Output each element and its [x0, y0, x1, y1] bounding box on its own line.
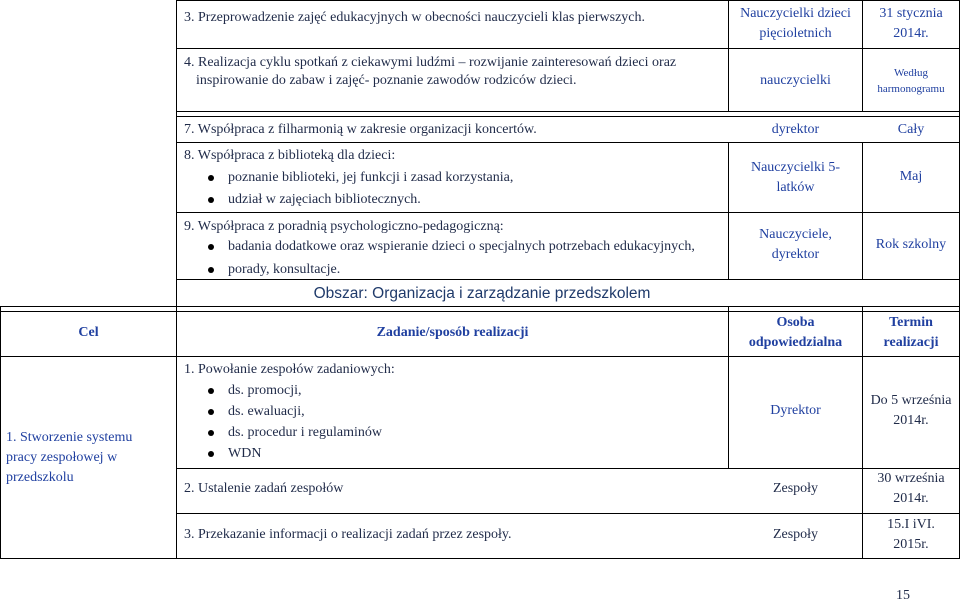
bullet-icon: [208, 409, 214, 415]
task-b1-bullet-1: ds. promocji,: [228, 383, 302, 398]
rule: [0, 306, 1, 559]
person-8-line1: Nauczycielki 5-: [750, 160, 840, 175]
bullet-icon: [208, 388, 214, 394]
header-task: Zadanie/sposób realizacji: [376, 325, 529, 340]
bullet-icon: [208, 175, 214, 181]
section-title: Obszar: Organizacja i zarządzanie przedszkolem: [313, 285, 651, 302]
bullet-icon: [208, 451, 214, 457]
page-number: 15: [896, 588, 910, 603]
rule: [0, 558, 960, 559]
bullet-icon: [208, 197, 214, 203]
rule: [176, 116, 960, 117]
term-7: Cały: [897, 122, 925, 137]
rule: [176, 0, 960, 1]
header-person-line1: Osoba: [776, 315, 815, 330]
term-b2-line1: 30 września: [877, 471, 945, 486]
task-b1: 1. Powołanie zespołów zadaniowych:: [184, 362, 395, 377]
task-8-bullet-2: udział w zajęciach bibliotecznych.: [228, 192, 421, 207]
term-b1-line1: Do 5 września: [870, 393, 952, 408]
task-9-bullet-1: badania dodatkowe oraz wspieranie dzieci o specjalnych potrzebach edukacyjnych,: [228, 239, 695, 254]
rule: [176, 306, 177, 559]
term-4-line2: harmonogramu: [877, 83, 945, 95]
goal-line2: pracy zespołowej w: [6, 450, 118, 465]
term-b3-line1: 15.I iVI.: [887, 517, 935, 532]
bullet-icon: [208, 244, 214, 250]
task-b1-bullet-4: WDN: [228, 446, 262, 461]
term-4-line1: Według: [894, 67, 928, 79]
task-9-bullet-2: porady, konsultacje.: [228, 262, 341, 277]
person-b1: Dyrektor: [770, 403, 821, 418]
rule: [176, 142, 960, 143]
rule: [176, 513, 960, 514]
term-b3-line2: 2015r.: [893, 537, 929, 552]
task-b1-bullet-2: ds. ewaluacji,: [228, 404, 305, 419]
person-9-line2: dyrektor: [771, 247, 820, 262]
term-b2-line2: 2014r.: [893, 491, 929, 506]
bullet-icon: [208, 267, 214, 273]
person-b3: Zespoły: [772, 527, 819, 542]
header-cel: Cel: [78, 325, 99, 340]
task-4-line2: inspirowanie do zabaw i zajęć- poznanie zawodów rodziców dzieci.: [196, 73, 577, 88]
rule: [0, 311, 960, 312]
task-3: 3. Przeprowadzenie zajęć edukacyjnych w obecności nauczycieli klas pierwszych.: [184, 10, 646, 25]
person-4: nauczycielki: [760, 73, 831, 88]
header-term-line2: realizacji: [883, 335, 939, 350]
rule: [862, 142, 863, 279]
goal-line3: przedszkolu: [6, 470, 74, 485]
header-term-line1: Termin: [889, 315, 933, 330]
person-3-line1: Nauczycielki dzieci: [740, 6, 851, 21]
rule: [176, 212, 960, 213]
rule: [176, 468, 960, 469]
person-7: dyrektor: [771, 122, 820, 137]
rule: [176, 48, 960, 49]
rule: [176, 111, 960, 112]
rule: [0, 356, 960, 357]
rule: [0, 306, 960, 307]
task-9: 9. Współpraca z poradnią psychologiczno-pedagogiczną:: [184, 219, 504, 234]
person-8-line2: latków: [776, 180, 815, 195]
task-b1-bullet-3: ds. procedur i regulaminów: [228, 425, 382, 440]
term-3-line1: 31 stycznia: [879, 6, 943, 21]
term-9: Rok szkolny: [875, 237, 947, 252]
rule: [176, 0, 177, 312]
header-person-line2: odpowiedzialna: [748, 335, 843, 350]
task-4-line1: 4. Realizacja cyklu spotkań z ciekawymi ludźmi – rozwijanie zainteresowań dzieci oraz: [184, 55, 677, 70]
bullet-icon: [208, 430, 214, 436]
term-b1-line2: 2014r.: [893, 413, 929, 428]
person-b2: Zespoły: [772, 481, 819, 496]
term-8: Maj: [899, 169, 923, 184]
task-b3: 3. Przekazanie informacji o realizacji zadań przez zespoły.: [184, 527, 512, 542]
task-7: 7. Współpraca z filharmonią w zakresie organizacji koncertów.: [184, 122, 537, 137]
task-8: 8. Współpraca z biblioteką dla dzieci:: [184, 148, 396, 163]
task-b2: 2. Ustalenie zadań zespołów: [184, 481, 344, 496]
goal-line1: 1. Stworzenie systemu: [6, 430, 133, 445]
term-3-line2: 2014r.: [893, 26, 929, 41]
task-8-bullet-1: poznanie biblioteki, jej funkcji i zasad korzystania,: [228, 170, 514, 185]
person-9-line1: Nauczyciele,: [759, 227, 832, 242]
person-3-line2: pięcioletnich: [759, 26, 832, 41]
